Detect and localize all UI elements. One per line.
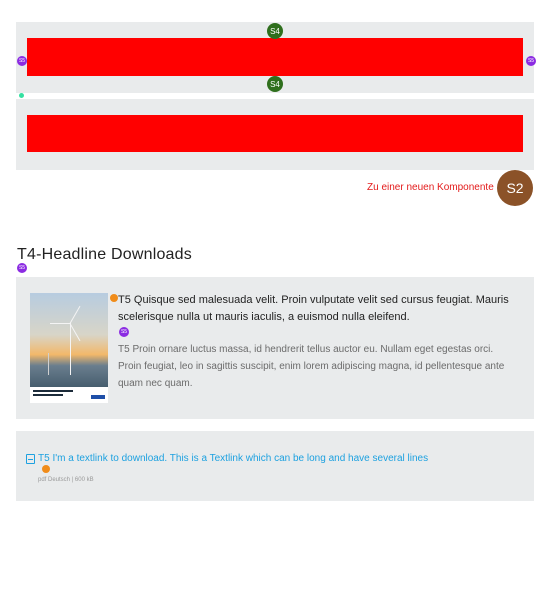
red-placeholder-bar-2[interactable] xyxy=(27,115,523,152)
s2-badge[interactable]: S2 xyxy=(497,170,533,206)
teaser-lead-text: T5 Quisque sed malesuada velit. Proin vulputate velit sed cursus feugiat. Mauris scelerisque nulla ut mauris iaculis, a euismod nulla eleifend. xyxy=(118,294,509,323)
caption-line xyxy=(33,394,63,396)
insert-point-dot[interactable] xyxy=(19,93,24,98)
s4-badge-bottom[interactable]: S4 xyxy=(267,76,283,92)
pdf-file-icon xyxy=(26,454,35,464)
wind-turbine-tower xyxy=(70,323,71,375)
new-component-link[interactable]: Zu einer neuen Komponente xyxy=(367,182,494,193)
s5-badge-left[interactable]: S5 xyxy=(18,58,26,64)
download-panel xyxy=(16,431,534,501)
orange-marker-download[interactable] xyxy=(42,465,50,473)
s4-badge-top[interactable]: S4 xyxy=(267,23,283,39)
section-headline: T4-Headline Downloads xyxy=(17,246,192,263)
s5-badge-text[interactable]: S5 xyxy=(120,329,128,335)
wind-turbine-blade xyxy=(50,323,70,324)
download-link-text[interactable]: T5 I'm a textlink to download. This is a Textlink which can be long and have several lines xyxy=(38,453,429,464)
wind-turbine-tower-far xyxy=(48,353,49,375)
download-link[interactable] xyxy=(26,453,506,464)
orange-marker-teaser[interactable] xyxy=(110,294,118,302)
wind-turbine-blade xyxy=(70,306,81,324)
red-placeholder-bar-1[interactable] xyxy=(27,38,523,76)
teaser-image[interactable] xyxy=(30,293,108,403)
caption-line xyxy=(33,390,73,392)
brand-logo xyxy=(91,395,105,399)
wind-turbine-blade xyxy=(70,323,81,341)
image-caption-strip xyxy=(30,387,108,403)
s5-badge-right[interactable]: S5 xyxy=(527,58,535,64)
download-meta: pdf Deutsch | 600 kB xyxy=(38,477,94,483)
teaser-body-text: T5 Proin ornare luctus massa, id hendrerit tellus auctor eu. Nullam eget egestas orci. Proin feugiat, leo in sagittis suscipit, enim lorem adipiscing magna, id pellentesque ante quam nec quam. xyxy=(118,344,505,389)
s5-badge-headline[interactable]: S5 xyxy=(18,265,26,271)
